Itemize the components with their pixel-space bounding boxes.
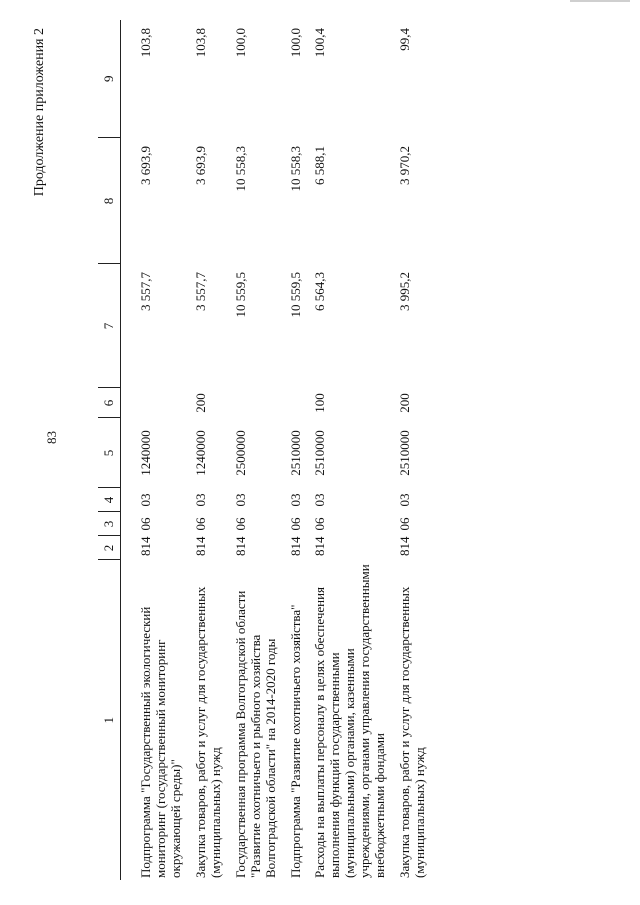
ministry-code: 814 [138, 536, 153, 556]
value-actual: 3 970,2 [397, 146, 413, 185]
table-row [121, 20, 194, 880]
expense-type: 200 [192, 393, 208, 413]
continuation-label: Продолжение приложения 2 [32, 28, 47, 197]
ministry-code: 814 [232, 536, 248, 556]
col-header: 5 [98, 418, 121, 488]
row-name: Подпрограмма "Государственный экологический мониторинг (государственный мониторинг окружающей среды)" [138, 606, 183, 878]
section-code: 06 [232, 517, 248, 531]
value-actual: 10 558,3 [287, 146, 303, 192]
value-actual: 3 693,9 [138, 146, 153, 185]
expense-type [121, 388, 194, 418]
value-plan: 3 557,7 [138, 272, 153, 311]
subsection-code: 03 [192, 493, 208, 507]
table-row [234, 20, 289, 880]
target-code: 2510000 [397, 430, 413, 476]
section-code: 06 [138, 517, 153, 531]
subsection-code: 03 [232, 493, 248, 507]
table-row [194, 20, 234, 880]
value-percent: 103,8 [192, 28, 208, 58]
value-plan: 3 995,2 [397, 272, 413, 311]
section-code: 06 [312, 517, 328, 531]
section-code: 06 [287, 517, 303, 531]
expense-type [289, 388, 314, 418]
value-percent: 99,4 [397, 28, 413, 51]
expense-type: 100 [312, 393, 328, 413]
target-code: 2510000 [312, 430, 328, 476]
col-header: 2 [98, 536, 121, 560]
subsection-code: 03 [312, 493, 328, 507]
value-plan: 6 564,3 [312, 272, 328, 311]
col-header: 9 [98, 20, 121, 138]
scan-edge-mark [570, 0, 630, 2]
page-number: 83 [44, 431, 59, 444]
value-plan: 10 559,5 [287, 272, 303, 318]
value-plan: 10 559,5 [232, 272, 248, 318]
row-name: Подпрограмма "Развитие охотничьего хозяйства" [287, 604, 303, 878]
subsection-code: 03 [397, 493, 413, 507]
row-name: Расходы на выплаты персоналу в целях обеспечения выполнения функций государственными (муниципальными) органами, казенными учреждениями, органами управления государственными внебюджетными фондами [312, 564, 388, 878]
budget-table [98, 20, 438, 880]
row-name: Государственная программа Волгоградской области "Развитие охотничьего и рыбного хозяйства Волгоградской области" на 2014-2020 годы [232, 590, 278, 878]
section-code: 06 [397, 517, 413, 531]
target-code: 1240000 [138, 430, 153, 476]
col-header: 4 [98, 488, 121, 512]
value-actual: 6 588,1 [312, 146, 328, 185]
value-percent: 100,0 [287, 28, 303, 58]
col-header: 6 [98, 388, 121, 418]
value-plan: 3 557,7 [192, 272, 208, 311]
expense-type [234, 388, 289, 418]
value-percent: 100,0 [232, 28, 248, 58]
row-name: Закупка товаров, работ и услуг для государственных (муниципальных) нужд [397, 586, 428, 878]
col-header: 3 [98, 512, 121, 536]
rotated-page-content [32, 20, 568, 880]
subsection-code: 03 [287, 493, 303, 507]
table-row [289, 20, 314, 880]
ministry-code: 814 [397, 536, 413, 556]
value-actual: 10 558,3 [232, 146, 248, 192]
target-code: 1240000 [192, 430, 208, 476]
target-code: 2510000 [287, 430, 303, 476]
header-row [98, 20, 121, 880]
value-actual: 3 693,9 [192, 146, 208, 185]
value-percent: 103,8 [138, 28, 153, 58]
ministry-code: 814 [312, 536, 328, 556]
table-row [313, 20, 398, 880]
col-header: 8 [98, 138, 121, 264]
target-code: 2500000 [232, 430, 248, 476]
value-percent: 100,4 [312, 28, 328, 58]
col-header: 1 [98, 560, 121, 880]
expense-type: 200 [397, 393, 413, 413]
section-code: 06 [192, 517, 208, 531]
subsection-code: 03 [138, 493, 153, 507]
table-row [398, 20, 438, 880]
row-name: Закупка товаров, работ и услуг для государственных (муниципальных) нужд [192, 586, 223, 878]
ministry-code: 814 [192, 536, 208, 556]
ministry-code: 814 [287, 536, 303, 556]
col-header: 7 [98, 264, 121, 388]
